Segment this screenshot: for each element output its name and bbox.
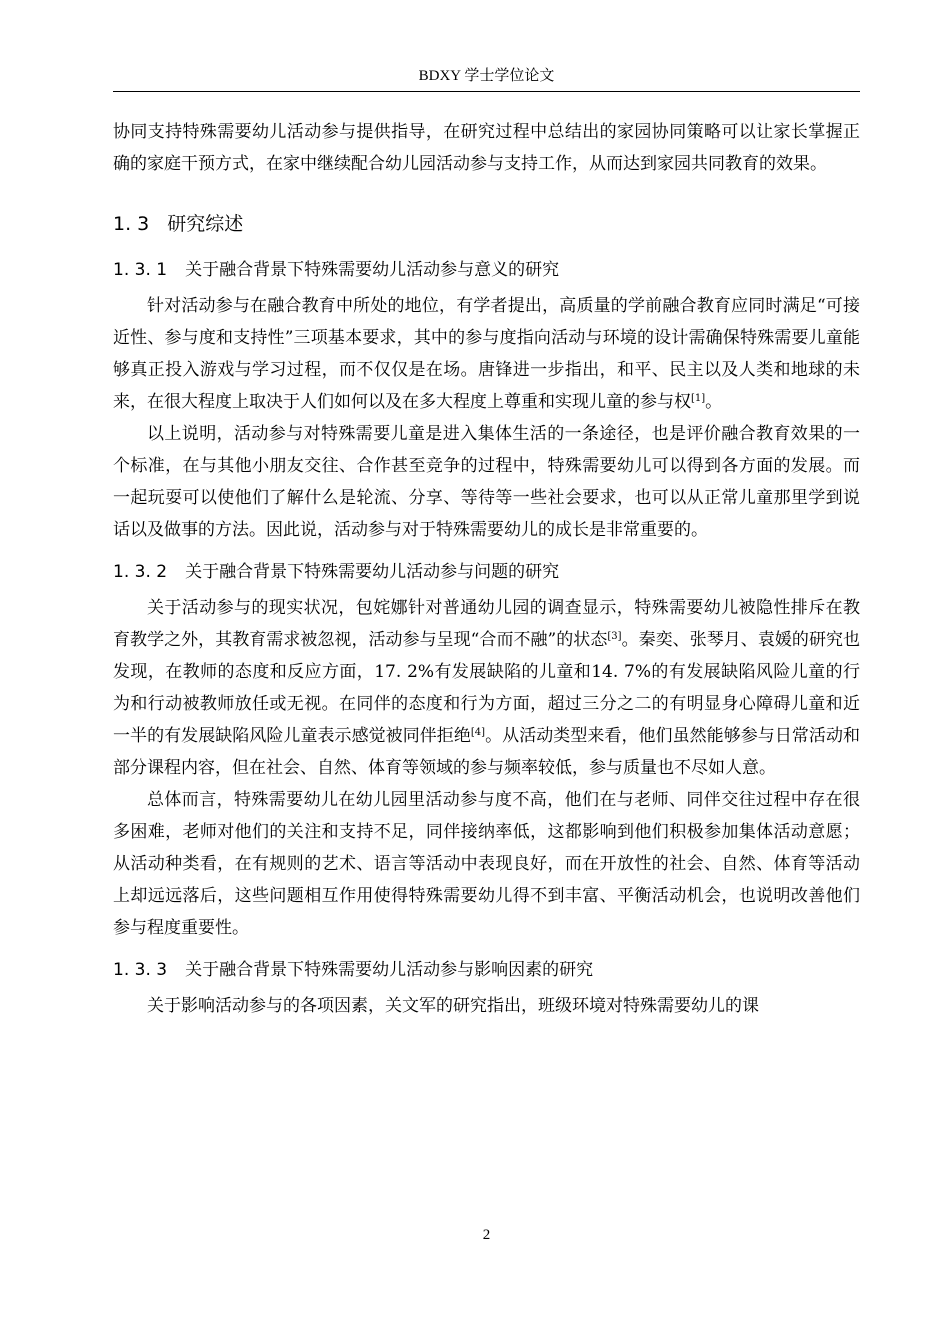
paragraph-text: 针对活动参与在融合教育中所处的地位，有学者提出，高质量的学前融合教育应同时满足“可接近性、参与度和支持性”三项基本要求，其中的参与度指向活动与环境的设计需确保特殊需要儿童能够真正投入游戏与学习过程，而不仅仅是在场。唐锋进一步指出，和平、民主以及人类和地球的未来，在很大程度上取决于人们如何以及在多大程度上尊重和实现儿童的参与权 [113, 296, 860, 412]
subsection-heading-3 [113, 956, 860, 984]
page-body [113, 116, 860, 1022]
subsection-title: 关于融合背景下特殊需要幼儿活动参与意义的研究 [185, 260, 560, 280]
citation: [4] [470, 727, 486, 738]
paragraph: 总体而言，特殊需要幼儿在幼儿园里活动参与度不高，他们在与老师、同伴交往过程中存在很多困难，老师对他们的关注和支持不足，同伴接纳率低，这都影响到他们积极参加集体活动意愿；从活动种类看，在有规则的艺术、语言等活动中表现良好，而在开放性的社会、自然、体育等活动上却远远落后，这些问题相互作用使得特殊需要幼儿得不到丰富、平衡活动机会，也说明改善他们参与程度重要性。 [113, 790, 860, 938]
page-number: 2 [482, 1227, 491, 1243]
subsection-title: 关于融合背景下特殊需要幼儿活动参与影响因素的研究 [185, 960, 594, 980]
paragraph: 以上说明，活动参与对特殊需要儿童是进入集体生活的一条途径，也是评价融合教育效果的一个标准，在与其他小朋友交往、合作甚至竞争的过程中，特殊需要幼儿可以得到各方面的发展。而一起玩耍可以使他们了解什么是轮流、分享、等待等一些社会要求，也可以从正常儿童那里学到说话以及做事的方法。因此说，活动参与对于特殊需要幼儿的成长是非常重要的。 [113, 424, 860, 540]
subsection-heading-2 [113, 558, 860, 586]
paragraph-text: 。秦奕、张琴月、袁媛的研究也发现，在教师的态度和反应方面，17. 2%有发展缺陷的儿童和14. 7%的有发展缺陷风险儿童的行为和行动被教师放任或无视。在同伴的态度和行为方面，超过三分之二的有明显身心障碍儿童和近一半的有发展缺陷风险儿童表示感觉被同伴拒绝 [113, 630, 861, 746]
subsection-heading-1 [113, 256, 860, 284]
subsection-number: 1. 3. 3 [113, 960, 168, 980]
subsection-number: 1. 3. 2 [113, 562, 168, 582]
citation: [1] [691, 393, 706, 404]
intro-paragraph: 协同支持特殊需要幼儿活动参与提供指导，在研究过程中总结出的家园协同策略可以让家长掌握正确的家庭干预方式，在家中继续配合幼儿园活动参与支持工作，从而达到家园共同教育的效果。 [113, 122, 860, 174]
header-rule [113, 91, 860, 92]
subsection-title: 关于融合背景下特殊需要幼儿活动参与问题的研究 [185, 562, 560, 582]
section-number: 1. 3 [113, 213, 150, 235]
paragraph-text: 关于活动参与的现实状况，包姹娜针对普通幼儿园的调查显示，特殊需要幼儿被隐性排斥在教育教学之外，其教育需求被忽视，活动参与呈现“合而不融”的状态 [113, 598, 860, 650]
paragraph: 关于影响活动参与的各项因素，关文军的研究指出，班级环境对特殊需要幼儿的课 [147, 996, 759, 1016]
subsection-number: 1. 3. 1 [113, 260, 168, 280]
paragraph-text: 。 [705, 392, 723, 412]
paragraph [113, 290, 860, 418]
running-header: BDXY 学士学位论文 [418, 68, 555, 84]
section-heading [113, 210, 860, 238]
paragraph-text: 。从活动类型来看，他们虽然能够参与日常活动和部分课程内容，但在社会、自然、体育等领域的参与频率较低，参与质量也不尽如人意。 [113, 726, 861, 778]
paragraph [113, 592, 860, 784]
citation: [3] [607, 631, 622, 642]
section-title: 研究综述 [167, 213, 244, 235]
